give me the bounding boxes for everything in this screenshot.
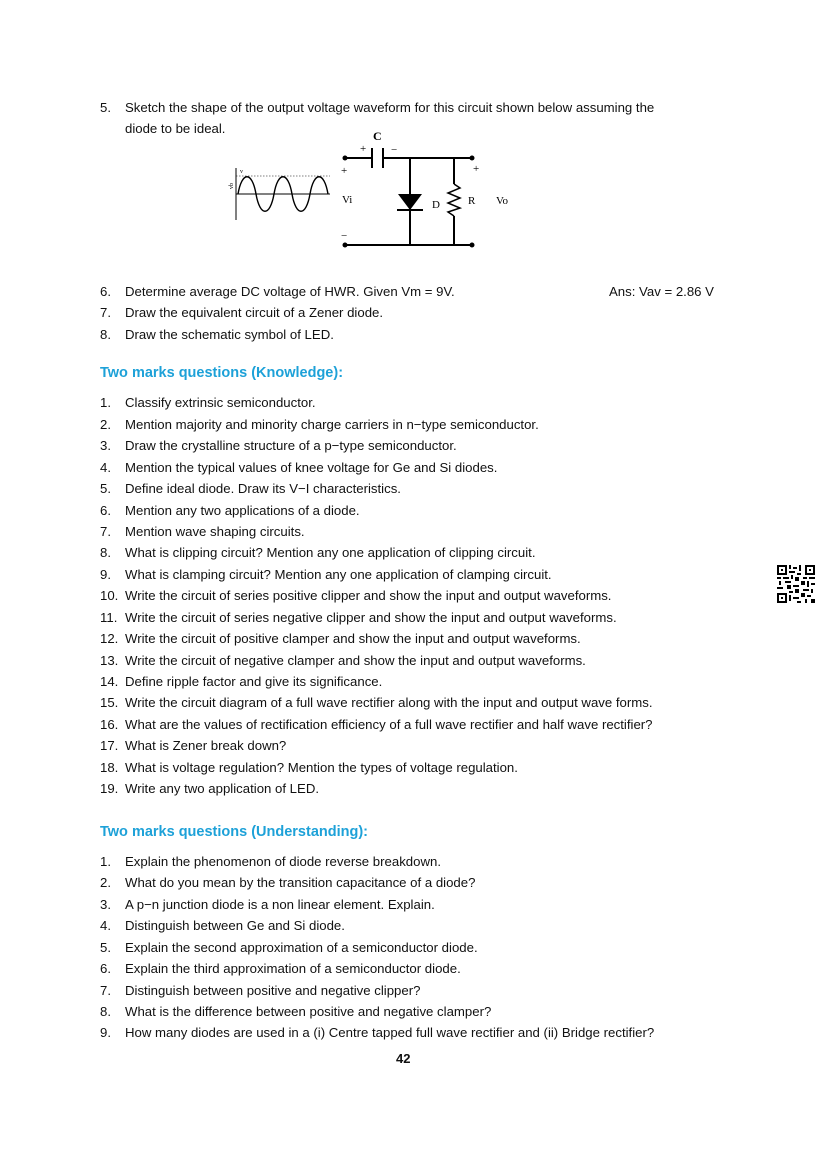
list-item: 6. Explain the third approximation of a semiconductor diode. [100, 961, 461, 976]
input-terminal-bottom [343, 243, 348, 248]
list-item: 11. Write the circuit of series negative clipper and show the input and output waveforms. [100, 610, 617, 625]
understanding-heading: Two marks questions (Understanding): [100, 824, 369, 840]
list-item: 8. What is the difference between positive and negative clamper? [100, 1004, 492, 1019]
question-5 [100, 100, 654, 116]
list-item: 19. Write any two application of LED. [100, 781, 320, 796]
list-item: 2. Mention majority and minority charge carriers in n−type semiconductor. [100, 417, 539, 432]
list-item: 18. What is voltage regulation? Mention the types of voltage regulation. [100, 760, 518, 775]
list-item: 1. Classify extrinsic semiconductor. [100, 395, 316, 410]
question-text: Draw the schematic symbol of LED. [125, 327, 334, 342]
list-item: 4. Mention the typical values of knee voltage for Ge and Si diodes. [100, 460, 498, 475]
list-item: 16. What are the values of rectification efficiency of a full wave rectifier and half wave rectifier? [100, 717, 653, 732]
knowledge-heading: Two marks questions (Knowledge): [100, 365, 344, 381]
input-plus: + [341, 165, 348, 177]
list-item: 4. Distinguish between Ge and Si diode. [100, 918, 345, 933]
output-terminal-top [470, 156, 475, 161]
input-minus: − [341, 230, 348, 242]
question-number: 6. [100, 284, 111, 299]
question-number: 7. [100, 305, 111, 320]
question-text: Sketch the shape of the output voltage waveform for this circuit shown below assuming the [125, 100, 655, 115]
list-item: 12. Write the circuit of positive clamper and show the input and output waveforms. [100, 631, 581, 646]
list-item: 7. Distinguish between positive and negative clipper? [100, 983, 421, 998]
list-item: 3. Draw the crystalline structure of a p−type semiconductor. [100, 438, 457, 453]
clamper-circuit-figure [220, 126, 520, 256]
list-item: 9. How many diodes are used in a (i) Centre tapped full wave rectifier and (ii) Bridge rectifier? [100, 1025, 655, 1040]
list-item: 15. Write the circuit diagram of a full wave rectifier along with the input and output wave forms. [100, 695, 653, 710]
answer-q6: Ans: Vav = 2.86 V [609, 284, 714, 299]
input-waveform [229, 168, 330, 220]
list-item: 7. Mention wave shaping circuits. [100, 524, 305, 539]
resistor-symbol [448, 184, 460, 216]
capacitor-label: C [373, 129, 382, 143]
list-item: 5. Explain the second approximation of a semiconductor diode. [100, 940, 478, 955]
wave-vb-label: vb [229, 183, 235, 189]
list-item: 8. What is clipping circuit? Mention any one application of clipping circuit. [100, 545, 536, 560]
list-item: 1. Explain the phenomenon of diode reverse breakdown. [100, 854, 441, 869]
question-text: Determine average DC voltage of HWR. Given Vm = 9V. [125, 284, 455, 299]
diode-symbol [397, 194, 423, 210]
question-number: 5. [100, 100, 111, 115]
wave-v-label: v [240, 169, 243, 175]
question-7 [100, 305, 383, 321]
question-6 [100, 284, 455, 300]
resistor-label: R [468, 195, 476, 207]
list-item: 14. Define ripple factor and give its significance. [100, 674, 383, 689]
capacitor-plus: + [360, 143, 367, 155]
list-item: 17. What is Zener break down? [100, 738, 287, 753]
question-number: 8. [100, 327, 111, 342]
list-item: 3. A p−n junction diode is a non linear element. Explain. [100, 897, 435, 912]
vi-label: Vi [342, 194, 353, 206]
question-text: Draw the equivalent circuit of a Zener diode. [125, 305, 384, 320]
question-8 [100, 327, 334, 343]
input-terminal-top [343, 156, 348, 161]
vo-label: Vo [496, 195, 509, 207]
list-item: 10. Write the circuit of series positive clipper and show the input and output waveforms. [100, 588, 612, 603]
qr-code-icon [777, 565, 815, 603]
capacitor-minus: − [391, 144, 398, 156]
page-number: 42 [396, 1051, 411, 1066]
question-5-continued: diode to be ideal. [125, 121, 226, 136]
output-terminal-bottom [470, 243, 475, 248]
list-item: 6. Mention any two applications of a diode. [100, 503, 360, 518]
output-plus: + [473, 163, 480, 175]
list-item: 9. What is clamping circuit? Mention any one application of clamping circuit. [100, 567, 552, 582]
diode-label: D [432, 199, 440, 211]
list-item: 5. Define ideal diode. Draw its V−I characteristics. [100, 481, 401, 496]
capacitor-symbol [372, 148, 383, 168]
list-item: 2. What do you mean by the transition capacitance of a diode? [100, 875, 476, 890]
list-item: 13. Write the circuit of negative clamper and show the input and output waveforms. [100, 653, 586, 668]
